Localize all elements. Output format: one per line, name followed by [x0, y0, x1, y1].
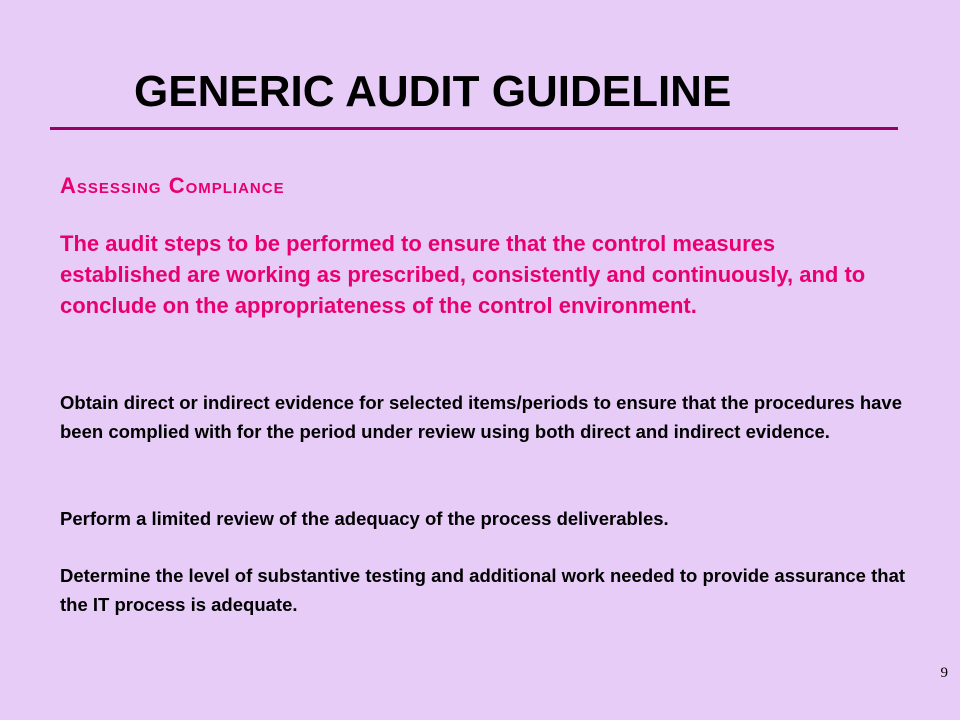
page-number: 9: [940, 665, 948, 681]
section-heading: Assessing Compliance: [60, 173, 285, 198]
intro-paragraph: The audit steps to be performed to ensure that the control measures established are working as prescribed, consistently and continuously, and to conclude on the appropriateness of the control environment.: [60, 231, 866, 318]
body-paragraph-review: Perform a limited review of the adequacy of the process deliverables.: [60, 508, 669, 529]
slide-title: GENERIC AUDIT GUIDELINE: [134, 67, 732, 116]
body-paragraph-evidence: Obtain direct or indirect evidence for selected items/periods to ensure that the procedures have been complied with for the period under review using both direct and indirect evidence.: [60, 392, 902, 442]
title-divider: [50, 127, 898, 130]
body-paragraph-testing: Determine the level of substantive testing and additional work needed to provide assurance that the IT process is adequate.: [60, 565, 906, 615]
